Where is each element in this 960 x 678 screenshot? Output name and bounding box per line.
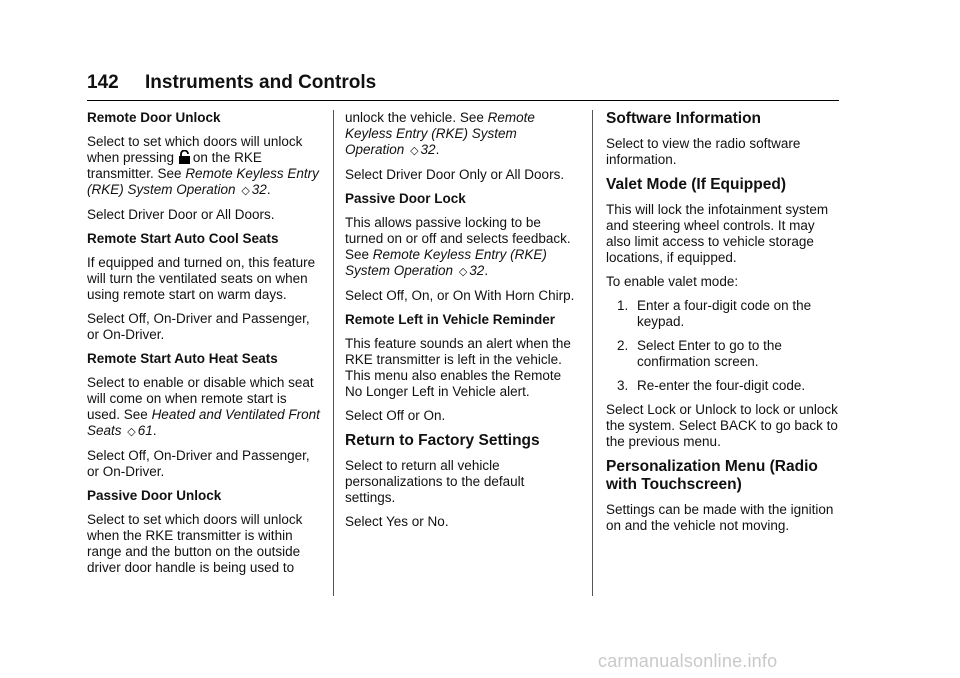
heading-software-information: Software Information [606, 110, 762, 127]
reference-link[interactable]: Remote Keyless Entry (RKE) System Operation [87, 166, 319, 197]
subheading-passive-door-unlock: Passive Door Unlock [87, 488, 222, 503]
paragraph: To enable valet mode: [606, 274, 739, 289]
text: . [152, 423, 157, 438]
rke-unlock-button-icon [178, 150, 191, 164]
paragraph: Select to view the radio software information. [606, 136, 801, 167]
text: This allows passive locking to be turned on or off and selects feedback. See [345, 215, 571, 262]
column-1 [87, 110, 323, 584]
watermark: carmanualsonline.info [598, 651, 778, 671]
text: unlock the vehicle. See [345, 110, 484, 125]
paragraph: If equipped and turned on, this feature will turn the ventilated seats on when using remote start on warm days. [87, 255, 316, 302]
heading-valet-mode: Valet Mode (If Equipped) [606, 176, 786, 193]
step-number: 3. [617, 378, 629, 393]
heading-return-to-factory-settings: Return to Factory Settings [345, 432, 540, 449]
text: Select to enable or disable which seat will come on when remote start is used. See [87, 375, 314, 422]
list-item [606, 338, 842, 370]
paragraph-remote-door-unlock [87, 134, 323, 199]
subheading-remote-start-cool: Remote Start Auto Cool Seats [87, 231, 279, 246]
paragraph: Select Lock or Unlock to lock or unlock the system. Select BACK to go back to the previous menu. [606, 402, 838, 449]
text: . [435, 142, 440, 157]
heading-personalization-menu: Personalization Menu (Radio with Touchscreen) [606, 458, 818, 493]
paragraph: Select to set which doors will unlock when the RKE transmitter is within range and the button on the outside driver door handle is being used to [87, 512, 303, 575]
section-title: Instruments and Controls [145, 72, 377, 93]
subheading-passive-door-lock: Passive Door Lock [345, 191, 466, 206]
column-2 [345, 110, 577, 538]
page-number: 142 [87, 72, 119, 93]
paragraph: Select Yes or No. [345, 514, 449, 529]
paragraph: Select Off, On-Driver and Passenger, or On-Driver. [87, 448, 310, 479]
reference-link[interactable]: Remote Keyless Entry (RKE) System Operation [345, 247, 547, 278]
paragraph-remote-start-heat [87, 375, 323, 440]
paragraph: Select Driver Door Only or All Doors. [345, 167, 565, 182]
page-ref-number[interactable]: 61 [137, 423, 153, 438]
page-ref-number[interactable]: 32 [251, 182, 267, 197]
paragraph: Select Driver Door or All Doors. [87, 207, 275, 222]
paragraph: Select Off, On-Driver and Passenger, or On-Driver. [87, 311, 310, 342]
paragraph: Select to return all vehicle personalizations to the default settings. [345, 458, 525, 505]
paragraph: This will lock the infotainment system and steering wheel controls. It may also limit access to vehicle storage locations, if equipped. [606, 202, 829, 265]
paragraph-continued [345, 110, 577, 159]
paragraph: This feature sounds an alert when the RKE transmitter is left in the vehicle. This menu also enables the Remote No Longer Left in Vehicle alert. [345, 336, 571, 399]
subheading-remote-door-unlock: Remote Door Unlock [87, 110, 221, 125]
text: . [266, 182, 271, 197]
list-item [606, 378, 842, 394]
page-reference-arrow-icon: ◇ [458, 266, 468, 278]
column-divider-2 [592, 110, 593, 596]
paragraph: Settings can be made with the ignition on and the vehicle not moving. [606, 502, 834, 533]
page-header [87, 70, 839, 101]
step-number: 1. [617, 298, 629, 313]
step-text: Select Enter to go to the confirmation screen. [637, 338, 782, 369]
step-text: Enter a four-digit code on the keypad. [637, 298, 812, 329]
list-item [606, 298, 842, 330]
text: on the RKE transmitter. See [87, 150, 262, 181]
page-ref-number[interactable]: 32 [420, 142, 436, 157]
page-ref-number[interactable]: 32 [469, 263, 485, 278]
paragraph-passive-door-lock [345, 215, 577, 280]
reference-link[interactable]: Remote Keyless Entry (RKE) System Operation [345, 110, 535, 157]
column-divider-1 [333, 110, 334, 596]
reference-link[interactable]: Heated and Ventilated Front Seats [87, 407, 320, 438]
paragraph: Select Off or On. [345, 408, 446, 423]
page-reference-arrow-icon: ◇ [127, 426, 136, 438]
text: . [484, 263, 489, 278]
subheading-left-in-vehicle-reminder: Remote Left in Vehicle Reminder [345, 312, 556, 327]
column-3 [606, 110, 842, 542]
valet-steps-list [606, 298, 842, 394]
step-text: Re-enter the four-digit code. [637, 378, 806, 393]
text: Select to set which doors will unlock when pressing [87, 134, 303, 165]
step-number: 2. [617, 338, 629, 353]
subheading-remote-start-heat: Remote Start Auto Heat Seats [87, 351, 278, 366]
page-reference-arrow-icon: ◇ [410, 145, 419, 157]
paragraph: Select Off, On, or On With Horn Chirp. [345, 288, 575, 303]
page-reference-arrow-icon: ◇ [241, 185, 250, 197]
